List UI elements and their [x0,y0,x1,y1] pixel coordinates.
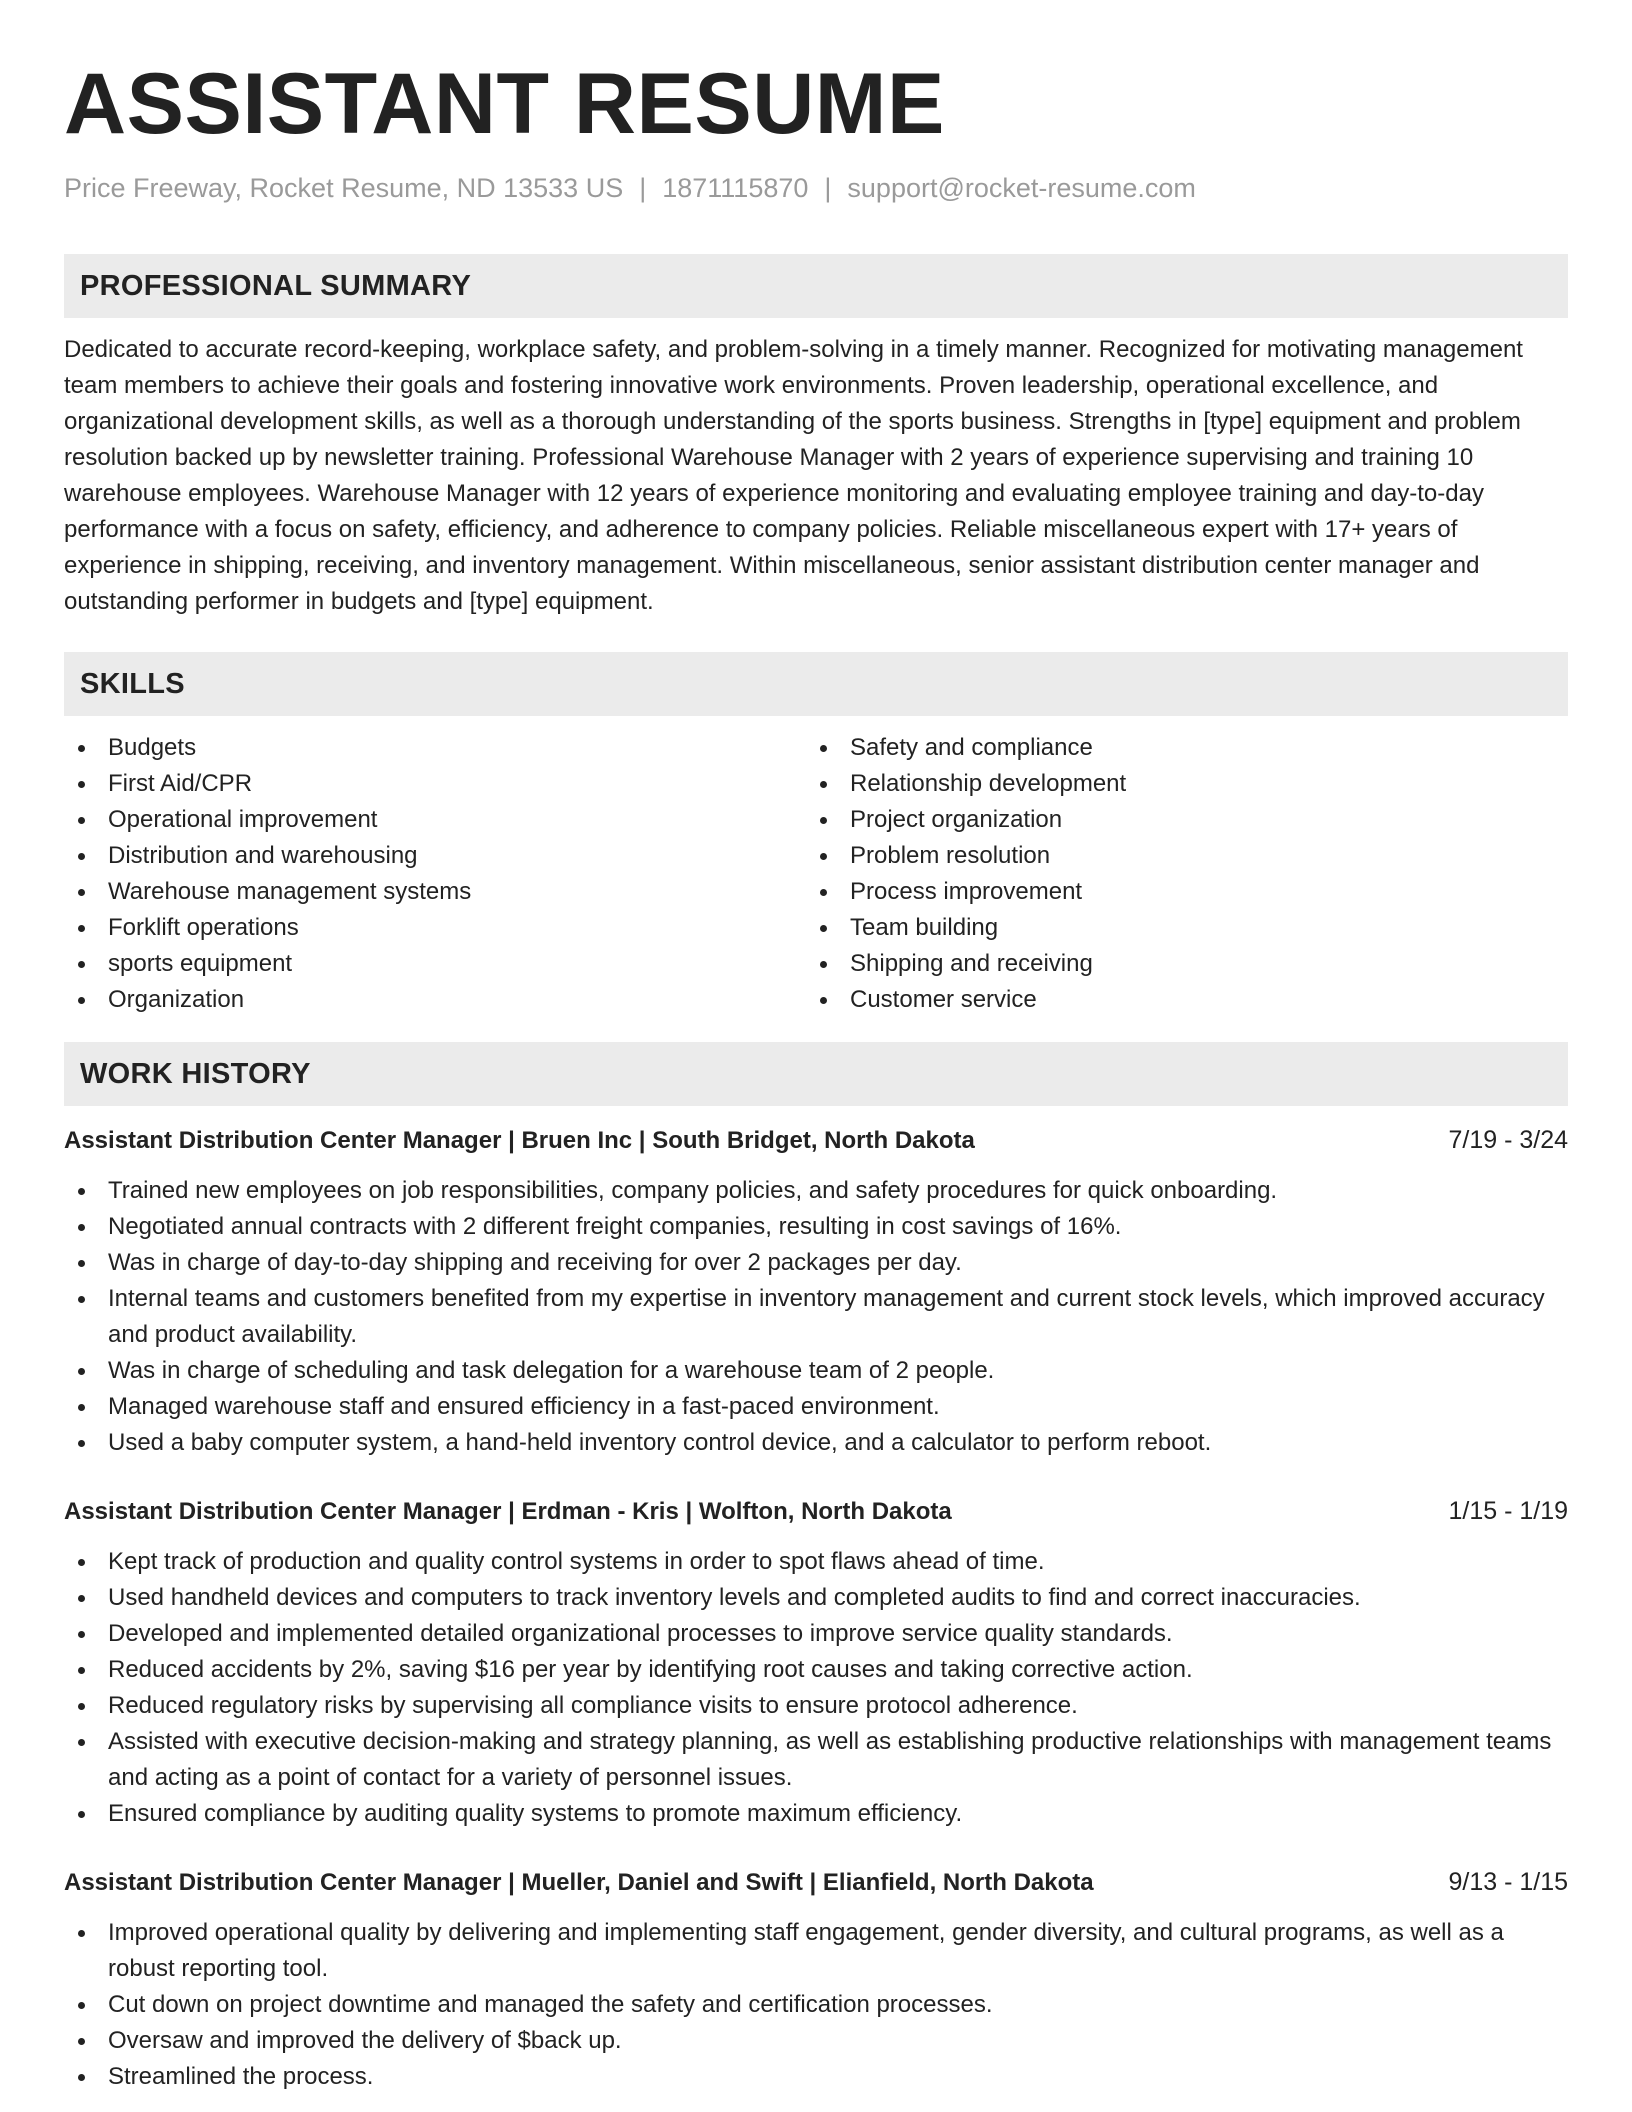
list-item [806,766,1548,802]
bullet-icon [78,1595,85,1602]
job-dates: 7/19 - 3/24 [1448,1126,1568,1154]
bullet-icon [78,1368,85,1375]
list-item [806,802,1548,838]
list-item-text: Internal teams and customers benefited from my expertise in inventory management and current stock levels, which improved accuracy and product availability. [108,1285,1545,1348]
bullet-icon [78,817,85,824]
bullet-icon [78,1296,85,1303]
bullet-icon [78,925,85,932]
bullet-icon [820,817,827,824]
contact-line [64,172,1568,204]
contact-address: Price Freeway, Rocket Resume, ND 13533 US [64,173,624,203]
list-item-text: Cut down on project downtime and managed the safety and certification processes. [108,1991,993,2018]
list-item [64,1796,1568,1832]
list-item-text: sports equipment [108,950,293,977]
bullet-icon [820,961,827,968]
skills-column-left [64,730,806,1018]
list-item [806,874,1548,910]
list-item-text: Reduced accidents by 2%, saving $16 per year by identifying root causes and taking corrective action. [108,1656,1193,1683]
resume-name: ASSISTANT RESUME [64,56,945,152]
bullet-icon [78,781,85,788]
list-item-text: Distribution and warehousing [108,842,418,869]
bullet-icon [78,1188,85,1195]
contact-phone: 1871115870 [662,173,809,203]
contact-separator: | [639,173,647,203]
list-item [64,946,806,982]
list-item [64,1209,1568,1245]
list-item [806,910,1548,946]
bullet-icon [78,1667,85,1674]
list-item [64,1173,1568,1209]
list-item [64,838,806,874]
bullet-icon [820,745,827,752]
bullet-icon [78,745,85,752]
list-item [64,730,806,766]
bullet-icon [78,1739,85,1746]
job-bullets [64,1544,1568,1832]
list-item [64,1425,1568,1461]
job-bullets [64,1173,1568,1461]
list-item [64,802,806,838]
bullet-icon [78,1224,85,1231]
list-item [806,838,1548,874]
list-item-text: Team building [850,914,999,941]
list-item-text: Trained new employees on job responsibilities, company policies, and safety procedures for quick onboarding. [108,1177,1278,1204]
job-title: Assistant Distribution Center Manager | Erdman - Kris | Wolfton, North Dakota [64,1498,952,1525]
list-item [64,1652,1568,1688]
list-item-text: Safety and compliance [850,734,1093,761]
job-entry [64,1122,1568,1461]
list-item [64,910,806,946]
job-dates: 9/13 - 1/15 [1448,1868,1568,1896]
list-item-text: Project organization [850,806,1063,833]
list-item [64,2059,1568,2095]
list-item [806,946,1548,982]
list-item-text: Customer service [850,986,1037,1013]
job-entry [64,1493,1568,1832]
job-dates: 1/15 - 1/19 [1448,1497,1568,1525]
list-item [64,1389,1568,1425]
bullet-icon [820,853,827,860]
bullet-icon [78,1440,85,1447]
list-item-text: Improved operational quality by delivering and implementing staff engagement, gender diversity, and cultural programs, as well as a robust reporting tool. [108,1919,1504,1982]
list-item-text: Was in charge of scheduling and task delegation for a warehouse team of 2 people. [108,1357,995,1384]
list-item [64,1544,1568,1580]
list-item [64,1281,1568,1353]
job-bullets [64,1915,1568,2095]
list-item-text: Operational improvement [108,806,378,833]
job-title: Assistant Distribution Center Manager | Mueller, Daniel and Swift | Elianfield, North Dakota [64,1869,1094,1896]
list-item-text: Forklift operations [108,914,299,941]
list-item [64,1915,1568,1987]
list-item [64,1724,1568,1796]
bullet-icon [820,889,827,896]
list-item [64,2023,1568,2059]
work-history-heading: WORK HISTORY [64,1042,1568,1106]
list-item-text: Warehouse management systems [108,878,472,905]
list-item-text: Problem resolution [850,842,1051,869]
skills-heading: SKILLS [64,652,1568,716]
bullet-icon [820,781,827,788]
bullet-icon [820,997,827,1004]
job-title: Assistant Distribution Center Manager | Bruen Inc | South Bridget, North Dakota [64,1127,975,1154]
bullet-icon [78,853,85,860]
list-item [64,1616,1568,1652]
list-item-text: Organization [108,986,245,1013]
list-item-text: Oversaw and improved the delivery of $back up. [108,2027,622,2054]
skills-column-right [806,730,1548,1018]
list-item-text: Managed warehouse staff and ensured efficiency in a fast-paced environment. [108,1393,940,1420]
bullet-icon [78,1559,85,1566]
contact-email: support@rocket-resume.com [847,173,1196,203]
list-item-text: Ensured compliance by auditing quality systems to promote maximum efficiency. [108,1800,963,1827]
bullet-icon [78,961,85,968]
list-item-text: Shipping and receiving [850,950,1093,977]
bullet-icon [78,2074,85,2081]
bullet-icon [78,2002,85,2009]
contact-separator: | [824,173,832,203]
list-item [64,1987,1568,2023]
bullet-icon [78,1404,85,1411]
list-item [806,730,1548,766]
list-item-text: Used handheld devices and computers to track inventory levels and completed audits to find and correct inaccuracies. [108,1584,1361,1611]
list-item-text: First Aid/CPR [108,770,253,797]
professional-summary-heading: PROFESSIONAL SUMMARY [64,254,1568,318]
job-header [64,1864,1568,1901]
bullet-icon [78,1631,85,1638]
list-item-text: Kept track of production and quality control systems in order to spot flaws ahead of time. [108,1548,1045,1575]
list-item-text: Reduced regulatory risks by supervising all compliance visits to ensure protocol adherence. [108,1692,1078,1719]
job-header [64,1122,1568,1159]
list-item [806,982,1548,1018]
list-item-text: Developed and implemented detailed organizational processes to improve service quality standards. [108,1620,1173,1647]
bullet-icon [78,889,85,896]
list-item [64,1688,1568,1724]
job-entry [64,1864,1568,2095]
bullet-icon [78,997,85,1004]
list-item [64,1580,1568,1616]
list-item [64,1245,1568,1281]
list-item [64,874,806,910]
list-item-text: Process improvement [850,878,1083,905]
list-item-text: Was in charge of day-to-day shipping and receiving for over 2 packages per day. [108,1249,962,1276]
list-item-text: Relationship development [850,770,1127,797]
list-item-text: Negotiated annual contracts with 2 different freight companies, resulting in cost savings of 16%. [108,1213,1122,1240]
bullet-icon [820,925,827,932]
list-item [64,766,806,802]
bullet-icon [78,1703,85,1710]
list-item [64,982,806,1018]
bullet-icon [78,1260,85,1267]
bullet-icon [78,1811,85,1818]
list-item-text: Streamlined the process. [108,2063,374,2090]
list-item [64,1353,1568,1389]
bullet-icon [78,2038,85,2045]
list-item-text: Budgets [108,734,197,761]
list-item-text: Assisted with executive decision-making and strategy planning, as well as establishing productive relationships with management teams and acting as a point of contact for a variety of personnel issues. [108,1728,1552,1791]
job-header [64,1493,1568,1530]
skills-grid [64,730,1568,1018]
professional-summary-text: Dedicated to accurate record-keeping, workplace safety, and problem-solving in a timely manner. Recognized for motivating management team members to achieve their goals and fostering innovative work environments. Proven leadership, operational excellence, and organizational development skills, as well as a thorough understanding of the sports business. Strengths in [type] equipment and problem resolution backed up by newsletter training. Professional Warehouse Manager with 2 years of experience supervising and training 10 warehouse employees. Warehouse Manager with 12 years of experience monitoring and evaluating employee training and day-to-day performance with a focus on safety, efficiency, and adherence to company policies. Reliable miscellaneous expert with 17+ years of experience in shipping, receiving, and inventory management. Within miscellaneous, senior assistant distribution center manager and outstanding performer in budgets and [type] equipment. [64,336,1523,615]
list-item-text: Used a baby computer system, a hand-held inventory control device, and a calculator to perform reboot. [108,1429,1212,1456]
bullet-icon [78,1930,85,1937]
